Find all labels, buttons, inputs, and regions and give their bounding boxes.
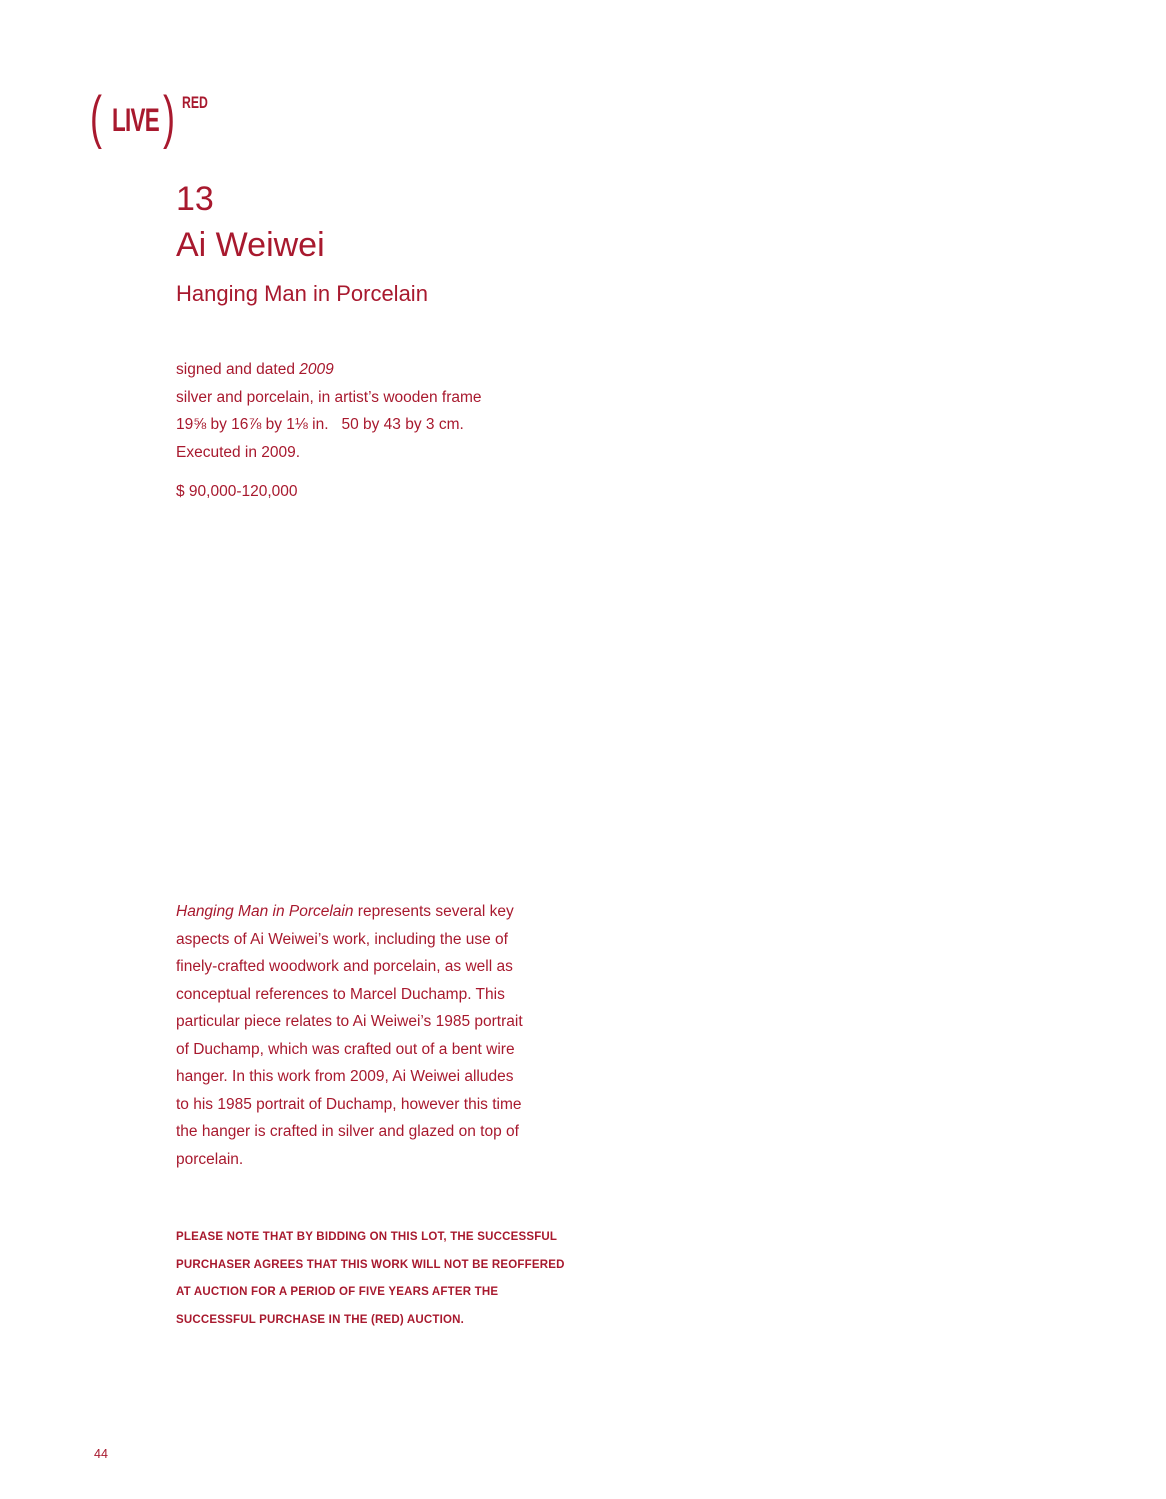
essay-line: to his 1985 portrait of Duchamp, however this time: [176, 1095, 522, 1113]
essay-line-text: represents several key: [353, 903, 514, 920]
page-number: 44: [94, 1447, 108, 1461]
essay-title-italic: Hanging Man in Porcelain: [176, 903, 354, 920]
logo-red-text: RED: [182, 93, 208, 112]
essay-line: the hanger is crafted in silver and glazed on top of: [176, 1123, 519, 1140]
logo-paren-open: (: [90, 85, 102, 150]
notice-line: AT AUCTION FOR A PERIOD OF FIVE YEARS AFTER THE: [176, 1286, 499, 1298]
essay-line: finely-crafted woodwork and porcelain, as well as: [176, 958, 513, 975]
logo-paren-close: ): [163, 85, 175, 150]
essay-line: porcelain.: [176, 1150, 244, 1168]
signature-text: signed and dated: [176, 361, 300, 378]
catalogue-essay: [176, 898, 576, 1173]
essay-line: particular piece relates to Ai Weiwei’s 1985 portrait: [176, 1013, 523, 1030]
medium-line: silver and porcelain, in artist’s wooden frame: [176, 388, 482, 406]
resale-notice: [176, 1224, 576, 1334]
executed-line: Executed in 2009.: [176, 443, 301, 461]
lot-number: 13: [176, 180, 214, 218]
signature-year: 2009: [299, 361, 334, 378]
notice-line: PURCHASER AGREES THAT THIS WORK WILL NOT BE REOFFERED: [176, 1258, 565, 1271]
estimate: $ 90,000-120,000: [176, 483, 298, 500]
logo-live-text: LIVE: [112, 102, 159, 138]
essay-line: [176, 898, 576, 926]
signature-line: [176, 356, 596, 384]
notice-line: SUCCESSFUL PURCHASE IN THE (RED) AUCTION.: [176, 1313, 465, 1326]
essay-line: conceptual references to Marcel Duchamp. This: [176, 985, 505, 1003]
essay-line: of Duchamp, which was crafted out of a bent wire: [176, 1040, 515, 1058]
live-red-logo: [90, 86, 230, 156]
artist-name: Ai Weiwei: [176, 226, 325, 264]
dimensions-line: 19⅝ by 16⅞ by 1⅛ in. 50 by 43 by 3 cm.: [176, 416, 464, 433]
artwork-title: Hanging Man in Porcelain: [176, 281, 428, 306]
essay-line: aspects of Ai Weiwei’s work, including the use of: [176, 930, 508, 948]
catalogue-details: [176, 356, 596, 466]
notice-line: PLEASE NOTE THAT BY BIDDING ON THIS LOT, THE SUCCESSFUL: [176, 1231, 558, 1243]
essay-line: hanger. In this work from 2009, Ai Weiwei alludes: [176, 1068, 514, 1085]
